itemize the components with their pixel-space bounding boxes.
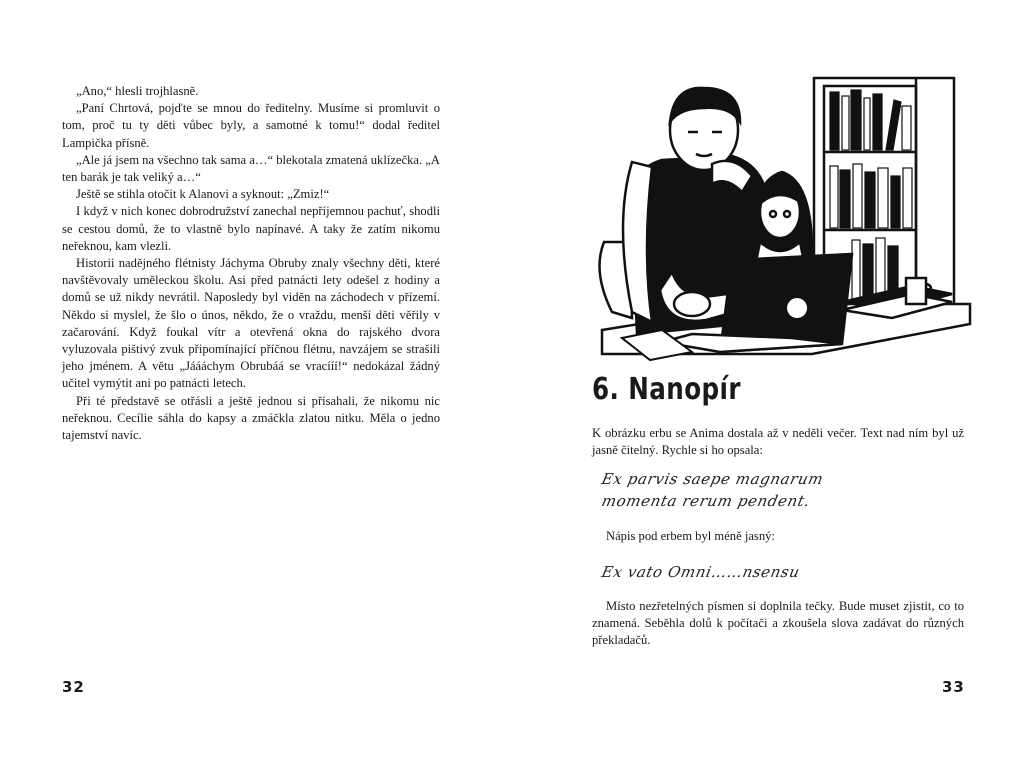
paragraph: „Ano,“ hlesli trojhlasně. [76,84,199,98]
paragraph: Historii nadějného flétnisty Jáchyma Obruby znaly všechny děti, které navštěvovaly uměleckou školu. Asi před patnácti lety odešel z hodiny a domů se už nikdy nevrátil. Naposledy byl viděn na záchodech v přízemí. Někdo si myslel, že šlo o únos, někdo, že o vraždu, menší děti věřily v začarování. Když foukal vítr a otevřená okna do rajského dvora vyluzovala pištivý zvuk připomínající příčnou flétnu, navzájem se strašili jeho jménem. A větu „Jáááchym Obrubáá se vracííí!“ nedokázal žádný učitel vymýtit ani po patnácti letech. [62,256,440,391]
paragraph: „Ale já jsem na všechno tak sama a…“ blekotala zmatená uklízečka. „A ten barák je tak veliký a…“ [62,152,440,185]
chapter-name: Nanopír [628,372,741,407]
closing-text: Místo nezřetelných písmen si doplnila tečky. Bude muset zjistit, co to znamená. Seběhla dolů k počítači a zkoušela slova zadávat do různých překladačů. [592,599,964,648]
paragraph: Při té představě se otřásli a ještě jednou si přísahali, že nikomu nic neřeknou. Cecílie sáhla do kapsy a zmáčkla zlatou nitku. Měla o jedno tajemství navíc. [62,393,440,443]
middle-paragraph [592,528,964,545]
chapter-number: 6. [592,372,620,407]
closing-paragraph [592,598,964,650]
paragraph: I když v nich konec dobrodružství zanechal nepříjemnou pachuť, shodli se cestou domů, že to vlastně bylo napínavé. A taky že zatím nikomu neřeknou, kam vlezli. [62,204,440,253]
intro-paragraph [592,425,964,459]
page-number-right: 33 [942,678,965,696]
right-page [512,0,1024,768]
handwritten-inscription: Ex vato Omni……nsensu [600,563,802,581]
chapter-title [592,372,741,407]
pacman-logo-icon [787,298,807,318]
page-number-left: 32 [62,678,85,696]
paragraph: „Paní Chrtová, pojďte se mnou do ředitelny. Musíme si promluvit o tom, proč tu ty děti vůbec byly, a samotné k tomu!“ dodal ředitel Lampička přísně. [62,101,440,150]
left-page-text [62,83,440,444]
handwritten-motto-line-1: Ex parvis saepe magnarum [600,470,826,488]
paragraph: Ještě se stihla otočit k Alanovi a syknout: „Zmiz!“ [76,187,330,202]
man-and-girl-at-laptop-illustration [592,72,972,362]
mug-icon [906,278,931,304]
middle-text: Nápis pod erbem byl méně jasný: [606,529,775,543]
intro-text: K obrázku erbu se Anima dostala až v neděli večer. Text nad ním byl už jasně čitelný. Rychle si ho opsala: [592,426,964,458]
handwritten-motto-line-2: momenta rerum pendent. [600,492,812,510]
